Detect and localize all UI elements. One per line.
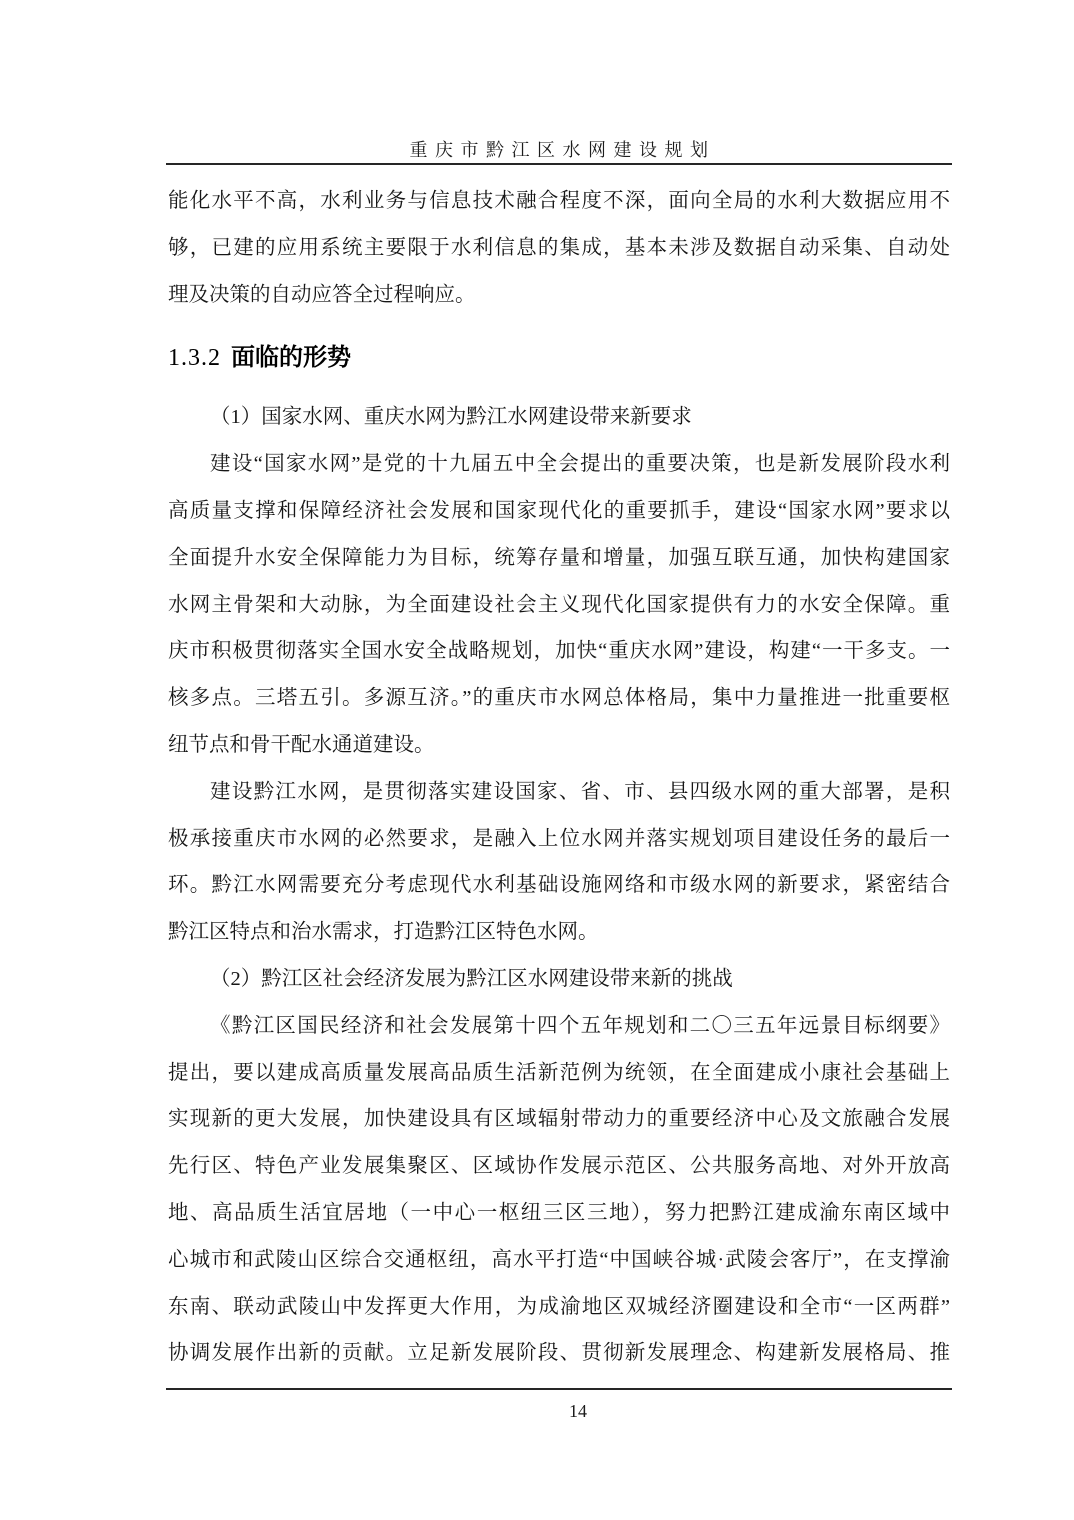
text-line: 环。黔江水网需要充分考虑现代水利基础设施网络和市级水网的新要求，紧密结合 xyxy=(168,874,950,897)
paragraph-social-economy xyxy=(168,1003,950,1377)
text-line: 《黔江区国民经济和社会发展第十四个五年规划和二〇三五年远景目标纲要》 xyxy=(210,1014,950,1037)
paragraph-intro xyxy=(168,178,950,318)
text-line: 水网主骨架和大动脉，为全面建设社会主义现代化国家提供有力的水安全保障。重 xyxy=(168,593,950,616)
text-line: 心城市和武陵山区综合交通枢纽，高水平打造“中国峡谷城·武陵会客厅”，在支撑渝 xyxy=(168,1248,950,1271)
header-rule xyxy=(166,163,952,165)
paragraph-qianjiang-network xyxy=(168,769,950,956)
text-line: 高质量支撑和保障经济社会发展和国家现代化的重要抓手，建设“国家水网”要求以 xyxy=(168,499,950,522)
text-line: 能化水平不高，水利业务与信息技术融合程度不深，面向全局的水利大数据应用不 xyxy=(168,190,950,212)
text-line: 地、高品质生活宜居地（一中心一枢纽三区三地），努力把黔江建成渝东南区域中 xyxy=(168,1201,950,1224)
subheading-1: （1）国家水网、重庆水网为黔江水网建设带来新要求 xyxy=(210,406,692,429)
text-line: 建设黔江水网，是贯彻落实建设国家、省、市、县四级水网的重大部署，是积 xyxy=(210,780,950,803)
section-title: 面临的形势 xyxy=(231,344,351,372)
document-body xyxy=(168,178,950,1377)
subheading-2: （2）黔江区社会经济发展为黔江区水网建设带来新的挑战 xyxy=(210,967,733,990)
text-line: 全面提升水安全保障能力为目标，统筹存量和增量，加强互联互通，加快构建国家 xyxy=(168,546,950,569)
paragraph-national-network xyxy=(168,441,950,769)
text-line: 庆市积极贯彻落实全国水安全战略规划，加快“重庆水网”建设，构建“一干多支。一 xyxy=(168,640,950,663)
page-header-title: 重庆市黔江区水网建设规划 xyxy=(409,140,716,160)
text-line: 东南、联动武陵山中发挥更大作用，为成渝地区双城经济圈建设和全市“一区两群” xyxy=(168,1295,950,1318)
text-line: 提出，要以建成高质量发展高品质生活新范例为统领，在全面建成小康社会基础上 xyxy=(168,1061,950,1084)
text-line: 核多点。三塔五引。多源互济。”的重庆市水网总体格局，集中力量推进一批重要枢 xyxy=(168,687,950,710)
text-line: 黔江区特点和治水需求，打造黔江区特色水网。 xyxy=(168,921,599,944)
text-line: 够，已建的应用系统主要限于水利信息的集成，基本未涉及数据自动采集、自动处 xyxy=(168,236,950,259)
section-heading-1-3-2 xyxy=(168,334,950,382)
text-line: 协调发展作出新的贡献。立足新发展阶段、贯彻新发展理念、构建新发展格局、推 xyxy=(168,1342,950,1365)
page-number: 14 xyxy=(569,1401,587,1421)
text-line: 实现新的更大发展，加快建设具有区域辐射带动力的重要经济中心及文旅融合发展 xyxy=(168,1108,950,1131)
text-line: 理及决策的自动应答全过程响应。 xyxy=(168,283,476,306)
text-line: 纽节点和骨干配水通道建设。 xyxy=(168,733,435,756)
text-line: 极承接重庆市水网的必然要求，是融入上位水网并落实规划项目建设任务的最后一 xyxy=(168,827,950,850)
text-line: 建设“国家水网”是党的十九届五中全会提出的重要决策，也是新发展阶段水利 xyxy=(210,453,950,476)
section-number: 1.3.2 xyxy=(168,345,221,372)
footer-rule xyxy=(166,1388,952,1390)
text-line: 先行区、特色产业发展集聚区、区域协作发展示范区、公共服务高地、对外开放高 xyxy=(168,1155,950,1178)
